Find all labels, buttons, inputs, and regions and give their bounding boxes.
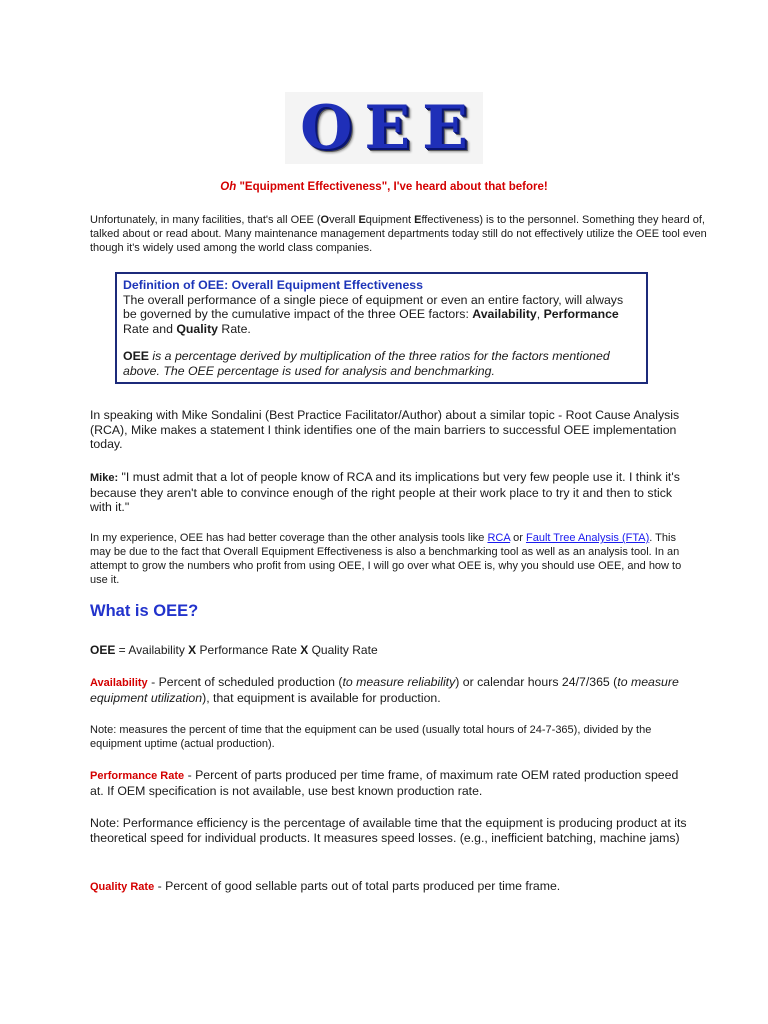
formula-quality: Quality Rate [308, 643, 378, 657]
experience-paragraph [90, 531, 690, 587]
rca-link[interactable]: RCA [487, 532, 511, 544]
intro-quipment: quipment [365, 214, 415, 226]
intro-text-2: ffectiveness) is to the personnel. Something they heard of, talked about or read about. Many maintenance management departments today still do not effectively utilize the OEE tool even though it's widely used among the world class companies. [90, 214, 707, 254]
quality-paragraph [90, 879, 690, 895]
definition-oee-note [123, 349, 640, 378]
experience-or: or [510, 532, 526, 544]
formula-x2: X [300, 643, 309, 657]
definition-text-1: The overall performance of a single piece of equipment or even an entire factory, will always be governed by the cumulative impact of the three OEE factors: [123, 292, 624, 321]
experience-text-1: In my experience, OEE has had better coverage than the other analysis tools like [90, 532, 488, 544]
availability-italic-2: to measure equipment utilization [90, 675, 679, 705]
definition-oee: OEE [123, 349, 149, 363]
availability-note: Note: measures the percent of time that the equipment can be used (usually total hours of 24-7-365), divided by the equipment uptime (actual production). [90, 724, 652, 750]
mike-label: Mike: [90, 472, 119, 484]
oee-formula [90, 643, 378, 657]
quality-text: - Percent of good sellable parts out of total parts produced per time frame. [154, 879, 561, 893]
definition-title: Definition of OEE: Overall Equipment Effectiveness [123, 278, 423, 292]
performance-paragraph [90, 768, 680, 798]
formula-availability: = Availability [115, 643, 189, 657]
intro-paragraph [90, 213, 710, 255]
definition-quality: Quality [176, 321, 219, 336]
definition-rate-and: Rate and [123, 321, 177, 336]
tagline-oh: Oh [220, 181, 237, 193]
definition-rate-end: Rate. [218, 321, 251, 336]
formula-performance: Performance Rate [196, 643, 301, 657]
intro-e1: E [358, 214, 366, 226]
speaking-paragraph: In speaking with Mike Sondalini (Best Practice Facilitator/Author) about a similar topic - Root Cause Analysis (RCA), Mike makes a statement I think identifies one of the main barriers to successful OEE implementation today. [90, 408, 680, 451]
formula-x1: X [188, 643, 197, 657]
availability-text-1: - Percent of scheduled production ( [147, 675, 343, 689]
what-is-oee-heading: What is OEE? [90, 602, 199, 620]
definition-box [115, 272, 648, 384]
tagline [0, 181, 768, 193]
definition-text [123, 293, 640, 337]
performance-text: - Percent of parts produced per time frame, of maximum rate OEM rated production speed at. If OEM specification is not available, use best known production rate. [90, 768, 679, 798]
availability-paragraph [90, 675, 680, 705]
performance-label: Performance Rate [90, 770, 185, 782]
performance-note: Note: Performance efficiency is the percentage of available time that the equipment is producing product at its theoretical speed for individual products. It measures speed losses. (e.g., inefficient batching, machine jams) [90, 816, 687, 845]
intro-o: O [320, 214, 330, 226]
availability-italic-1: to measure reliability [342, 675, 456, 689]
definition-performance: Performance [543, 307, 619, 321]
intro-text-1: Unfortunately, in many facilities, that's all OEE ( [90, 214, 321, 226]
tagline-text: "Equipment Effectiveness", I've heard about that before! [236, 181, 548, 193]
experience-text-2: . This may be due to the fact that Overall Equipment Effectiveness is also a benchmarking tool as well as an analysis tool. In an attempt to grow the numbers who profit from using OEE, I will go over what OEE is, why you should use OEE, and how to use it. [90, 532, 682, 586]
mike-quote-paragraph [90, 470, 690, 515]
availability-text-3: ), that equipment is available for production. [202, 690, 441, 705]
oee-logo-text: OEE [300, 93, 480, 163]
definition-availability: Availability [472, 307, 537, 321]
fta-link[interactable]: Fault Tree Analysis (FTA) [525, 532, 650, 544]
mike-quote: "I must admit that a lot of people know of RCA and its implications but very few people use it. I think it's because they aren't able to convince enough of the right people at their work place to try it and then to stick with it." [90, 470, 680, 514]
formula-oee: OEE [90, 643, 116, 657]
definition-text-2: is a percentage derived by multiplication of the three ratios for the factors mentioned above. The OEE percentage is used for analysis and benchmarking. [123, 349, 610, 378]
quality-label: Quality Rate [90, 881, 155, 893]
intro-verall: verall [329, 214, 359, 226]
availability-label: Availability [90, 677, 148, 689]
definition-comma: , [536, 307, 544, 321]
intro-e2: E [414, 214, 422, 226]
oee-logo [285, 92, 483, 164]
availability-text-2: ) or calendar hours 24/7/365 ( [455, 675, 618, 689]
